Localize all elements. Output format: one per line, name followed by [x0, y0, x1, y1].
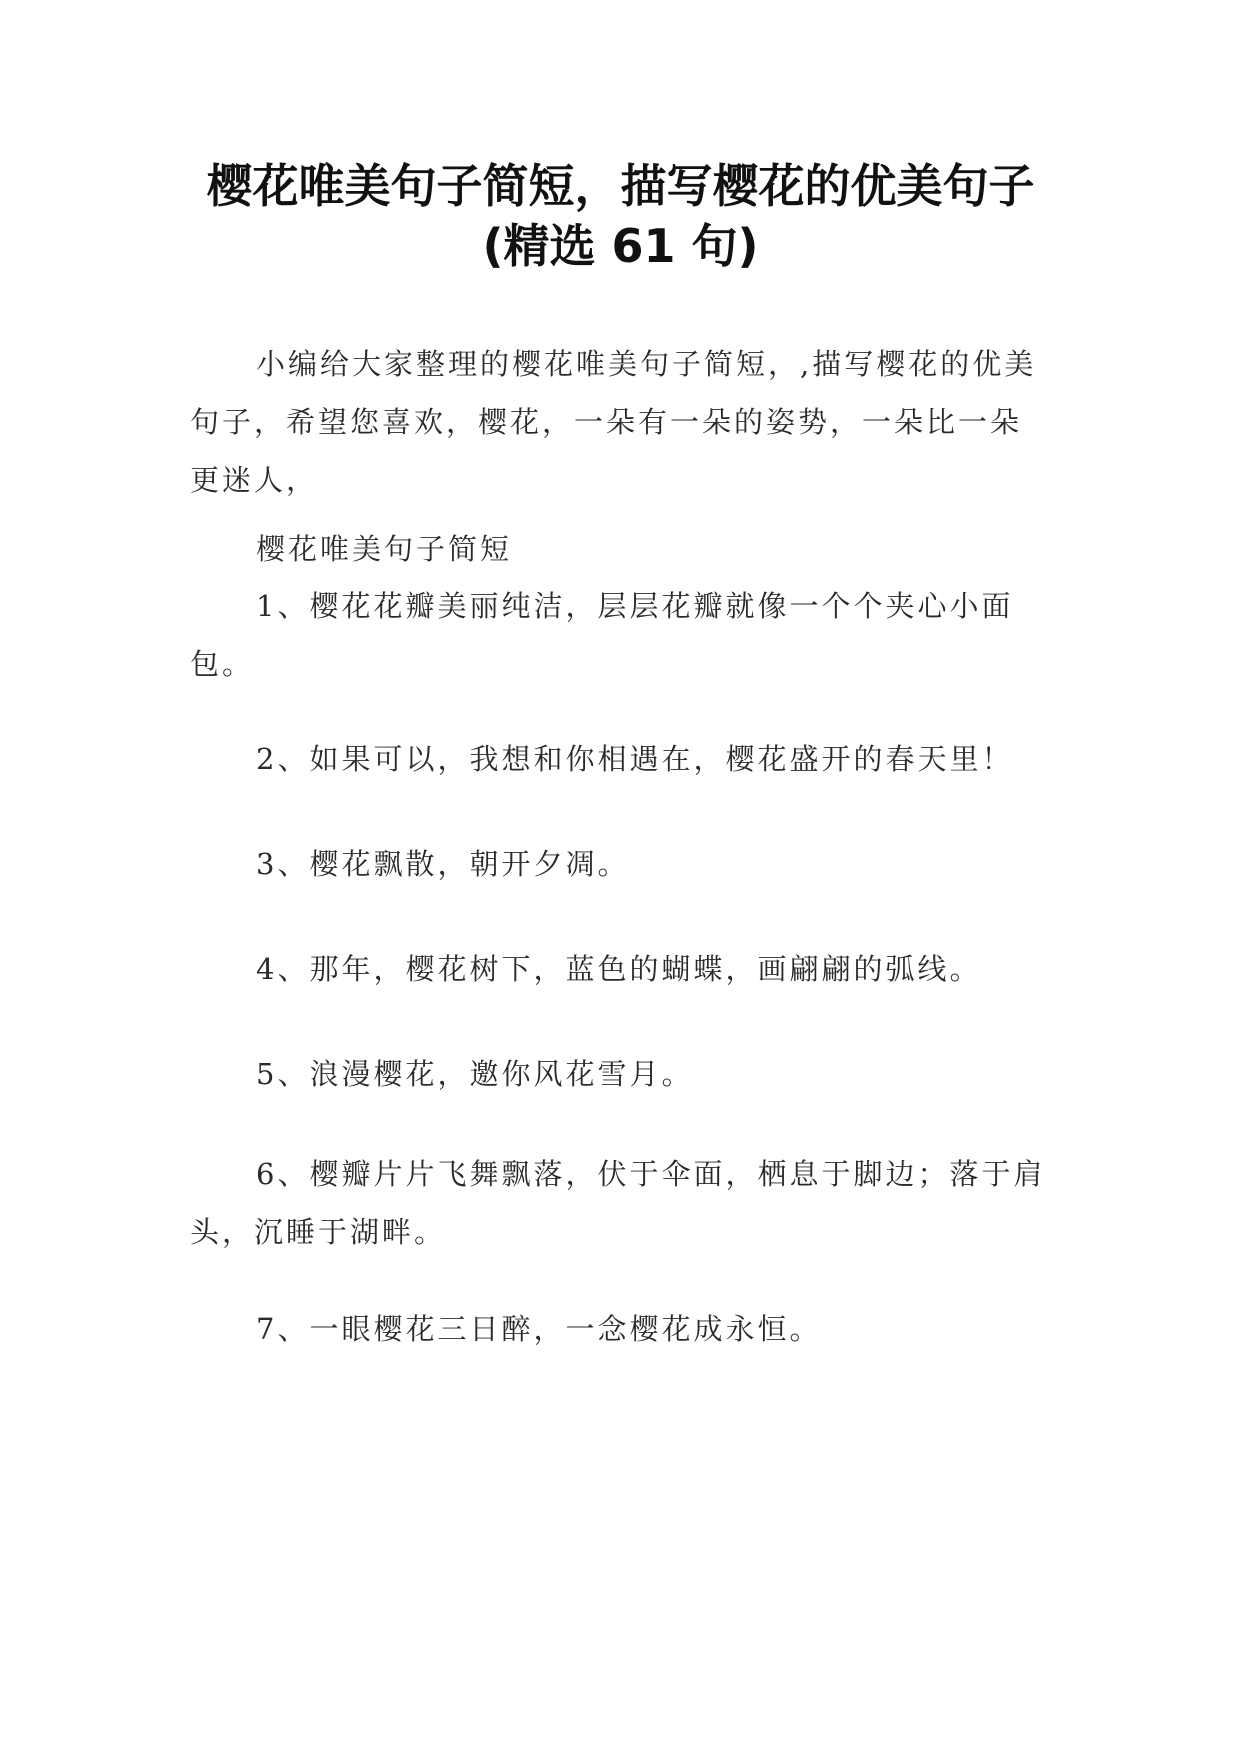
sentence-7: 7、一眼樱花三日醉，一念樱花成永恒。	[256, 1312, 822, 1346]
document-title-line-2: (精选 61 句)	[482, 219, 759, 273]
sentence-6: 6、樱瓣片片飞舞飘落，伏于伞面，栖息于脚边；落于肩头，沉睡于湖畔。	[190, 1157, 1046, 1249]
document-title-line-1: 樱花唯美句子简短，描写樱花的优美句子	[206, 159, 1035, 213]
sentence-4: 4、那年，樱花树下，蓝色的蝴蝶，画翩翩的弧线。	[256, 952, 982, 986]
sentence-5: 5、浪漫樱花，邀你风花雪月。	[256, 1057, 694, 1091]
sentence-3: 3、樱花飘散，朝开夕凋。	[256, 847, 630, 881]
sentence-2: 2、如果可以，我想和你相遇在，樱花盛开的春天里！	[256, 742, 1014, 776]
section-heading: 樱花唯美句子简短	[256, 532, 513, 566]
sentence-1: 1、樱花花瓣美丽纯洁，层层花瓣就像一个个夹心小面包。	[190, 589, 1014, 681]
intro-paragraph: 小编给大家整理的樱花唯美句子简短，,描写樱花的优美句子，希望您喜欢，樱花，一朵有一朵的姿势，一朵比一朵更迷人，	[190, 347, 1037, 497]
